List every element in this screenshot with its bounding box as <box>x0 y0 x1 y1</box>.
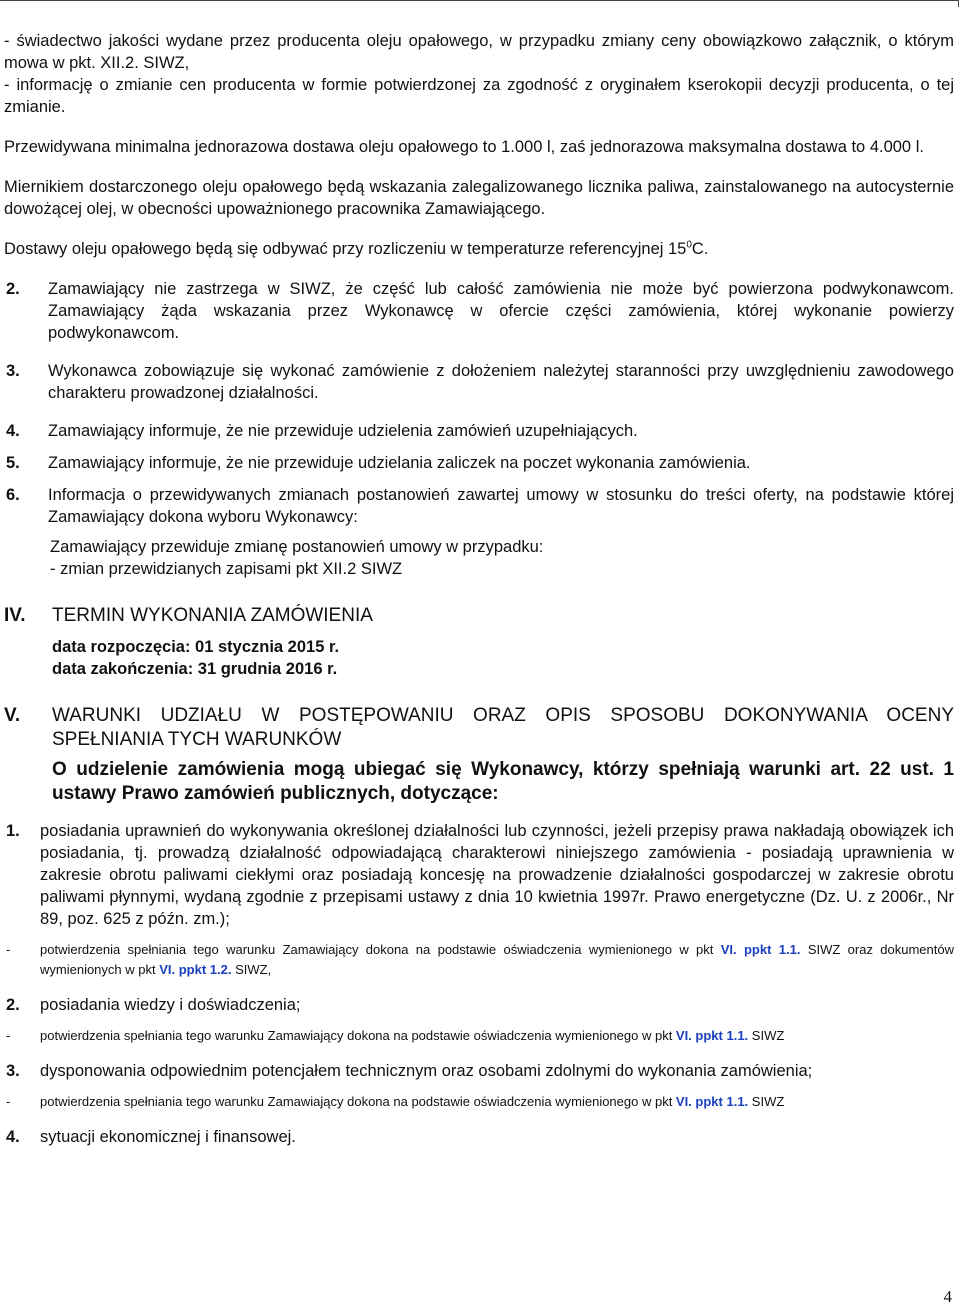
note-text: SIWZ <box>748 1094 785 1109</box>
item-text: Zamawiający informuje, że nie przewiduje udzielania zaliczek na poczet wykonania zamówienia. <box>48 454 751 472</box>
note-text: potwierdzenia spełniania tego warunku Zamawiający dokona na podstawie oświadczenia wymienionego w pkt <box>40 1028 676 1043</box>
start-date: data rozpoczęcia: 01 stycznia 2015 r. <box>52 638 340 656</box>
dates-block <box>4 636 954 680</box>
temperature-text: Dostawy oleju opałowego będą się odbywać przy rozliczeniu w temperaturze referencyjnej 15 <box>4 240 687 258</box>
item-number: 3. <box>6 362 20 380</box>
item-number: 4. <box>6 422 20 440</box>
note-dash: - <box>6 1028 11 1043</box>
note-text: SIWZ oraz dokumentów wymienionych w pkt <box>40 942 955 977</box>
meter-paragraph: Miernikiem dostarczonego oleju opałowego będą wskazania zalegalizowanego licznika paliwa, zainstalowanego na autocysternie dowożącej olej, w obecności upoważnionego pracownika Zamawiającego. <box>4 178 954 218</box>
condition-number: 1. <box>6 822 20 840</box>
temperature-unit: C. <box>691 240 709 258</box>
list-item <box>4 420 954 442</box>
item-number: 2. <box>6 280 20 298</box>
note-dash: - <box>6 942 11 957</box>
condition-number: 3. <box>6 1062 20 1080</box>
item-text: Wykonawca zobowiązuje się wykonać zamówienie z dołożeniem należytej staranności przy uwzględnieniu zawodowego charakteru prowadzonej działalności. <box>48 362 954 402</box>
item6-sub-line-1: Zamawiający przewiduje zmianę postanowień umowy w przypadku: <box>50 538 544 556</box>
section-v-title: WARUNKI UDZIAŁU W POSTĘPOWANIU ORAZ OPIS SPOSOBU DOKONYWANIA OCENY SPEŁNIANIA TYCH WARUNKÓW <box>52 705 954 750</box>
note-reference: VI. ppkt 1.2. <box>159 962 232 977</box>
note-reference: VI. ppkt 1.1. <box>675 1094 749 1109</box>
intro-line-1: - świadectwo jakości wydane przez producenta oleju opałowego, w przypadku zmiany ceny obowiązkowo załącznik, o którym mowa w pkt. XII.2. SIWZ, <box>4 32 954 72</box>
note-reference: VI. ppkt 1.1. <box>675 1028 749 1043</box>
condition-text: posiadania uprawnień do wykonywania określonej działalności lub czynności, jeżeli przepisy prawa nakładają obowiązek ich posiadania, tj. prowadzą działalność odpowiadającą charakterowi niniejszego zamówienia - posiadają uprawnienia w zakresie obrotu paliwami ciekłymi oraz posiadają koncesję na prowadzenie działalności gospodarczej w zakresie obrotu paliwami płynnymi, wydaną zgodnie z przepisami ustawy z dnia 10 kwietnia 1997r. Prawo energetyczne (Dz. U. z 2006r., Nr 89, poz. 625 z późn. zm.); <box>40 822 954 928</box>
condition-text: dysponowania odpowiednim potencjałem technicznym oraz osobami zdolnymi do wykonania zamówienia; <box>40 1062 813 1080</box>
note-dash: - <box>6 1094 11 1109</box>
condition-item <box>4 994 954 1016</box>
delivery-paragraph: Przewidywana minimalna jednorazowa dostawa oleju opałowego to 1.000 l, zaś jednorazowa maksymalna dostawa to 4.000 l. <box>4 138 924 156</box>
temperature-superscript: 0 <box>686 239 692 251</box>
end-date: data zakończenia: 31 grudnia 2016 r. <box>52 660 338 678</box>
section-v-number: V. <box>4 705 21 726</box>
condition-item <box>4 1126 954 1148</box>
section-v-lead: O udzielenie zamówienia mogą ubiegać się Wykonawcy, którzy spełniają warunki art. 22 ust. 1 ustawy Prawo zamówień publicznych, dotyczące: <box>52 759 954 804</box>
item-text: Informacja o przewidywanych zmianach postanowień zawartej umowy w stosunku do treści oferty, na podstawie której Zamawiający dokona wyboru Wykonawcy: <box>48 486 954 526</box>
condition-item <box>4 1060 954 1082</box>
item6-sub-line-2: - zmian przewidzianych zapisami pkt XII.2 SIWZ <box>50 560 403 578</box>
condition-number: 2. <box>6 996 20 1014</box>
condition-note <box>4 1092 954 1112</box>
condition-number: 4. <box>6 1128 20 1146</box>
condition-text: posiadania wiedzy i doświadczenia; <box>40 996 301 1014</box>
section-v-heading <box>4 704 954 752</box>
item-number: 6. <box>6 486 20 504</box>
condition-text: sytuacji ekonomicznej i finansowej. <box>40 1128 296 1146</box>
page-number: 4 <box>943 1287 952 1306</box>
list-item <box>4 452 954 474</box>
note-text: potwierdzenia spełniania tego warunku Zamawiający dokona na podstawie oświadczenia wymienionego w pkt <box>40 942 721 957</box>
section-iv-heading <box>4 604 954 628</box>
section-iv-title: TERMIN WYKONANIA ZAMÓWIENIA <box>52 605 373 626</box>
document-page <box>4 30 954 1148</box>
item-text: Zamawiający informuje, że nie przewiduje udzielenia zamówień uzupełniających. <box>48 422 638 440</box>
list-item <box>4 360 954 404</box>
note-text: SIWZ, <box>231 962 272 977</box>
condition-item <box>4 820 954 930</box>
condition-note <box>4 1026 954 1046</box>
note-reference: VI. ppkt 1.1. <box>720 942 801 957</box>
section-iv-number: IV. <box>4 605 26 626</box>
note-text: SIWZ <box>748 1028 785 1043</box>
intro-line-2: - informację o zmianie cen producenta w formie potwierdzonej za zgodność z oryginałem kserokopii decyzji producenta, o tej zmianie. <box>4 76 954 116</box>
list-item <box>4 484 954 528</box>
note-text: potwierdzenia spełniania tego warunku Zamawiający dokona na podstawie oświadczenia wymienionego w pkt <box>40 1094 676 1109</box>
list-item <box>4 278 954 344</box>
item-number: 5. <box>6 454 20 472</box>
temperature-paragraph <box>4 238 954 260</box>
condition-note <box>4 940 954 980</box>
page-border <box>0 0 959 7</box>
item-text: Zamawiający nie zastrzega w SIWZ, że część lub całość zamówienia nie może być powierzona podwykonawcom. Zamawiający żąda wskazania przez Wykonawcę w ofercie części zamówienia, której wykonanie powierzy podwykonawcom. <box>48 280 954 342</box>
